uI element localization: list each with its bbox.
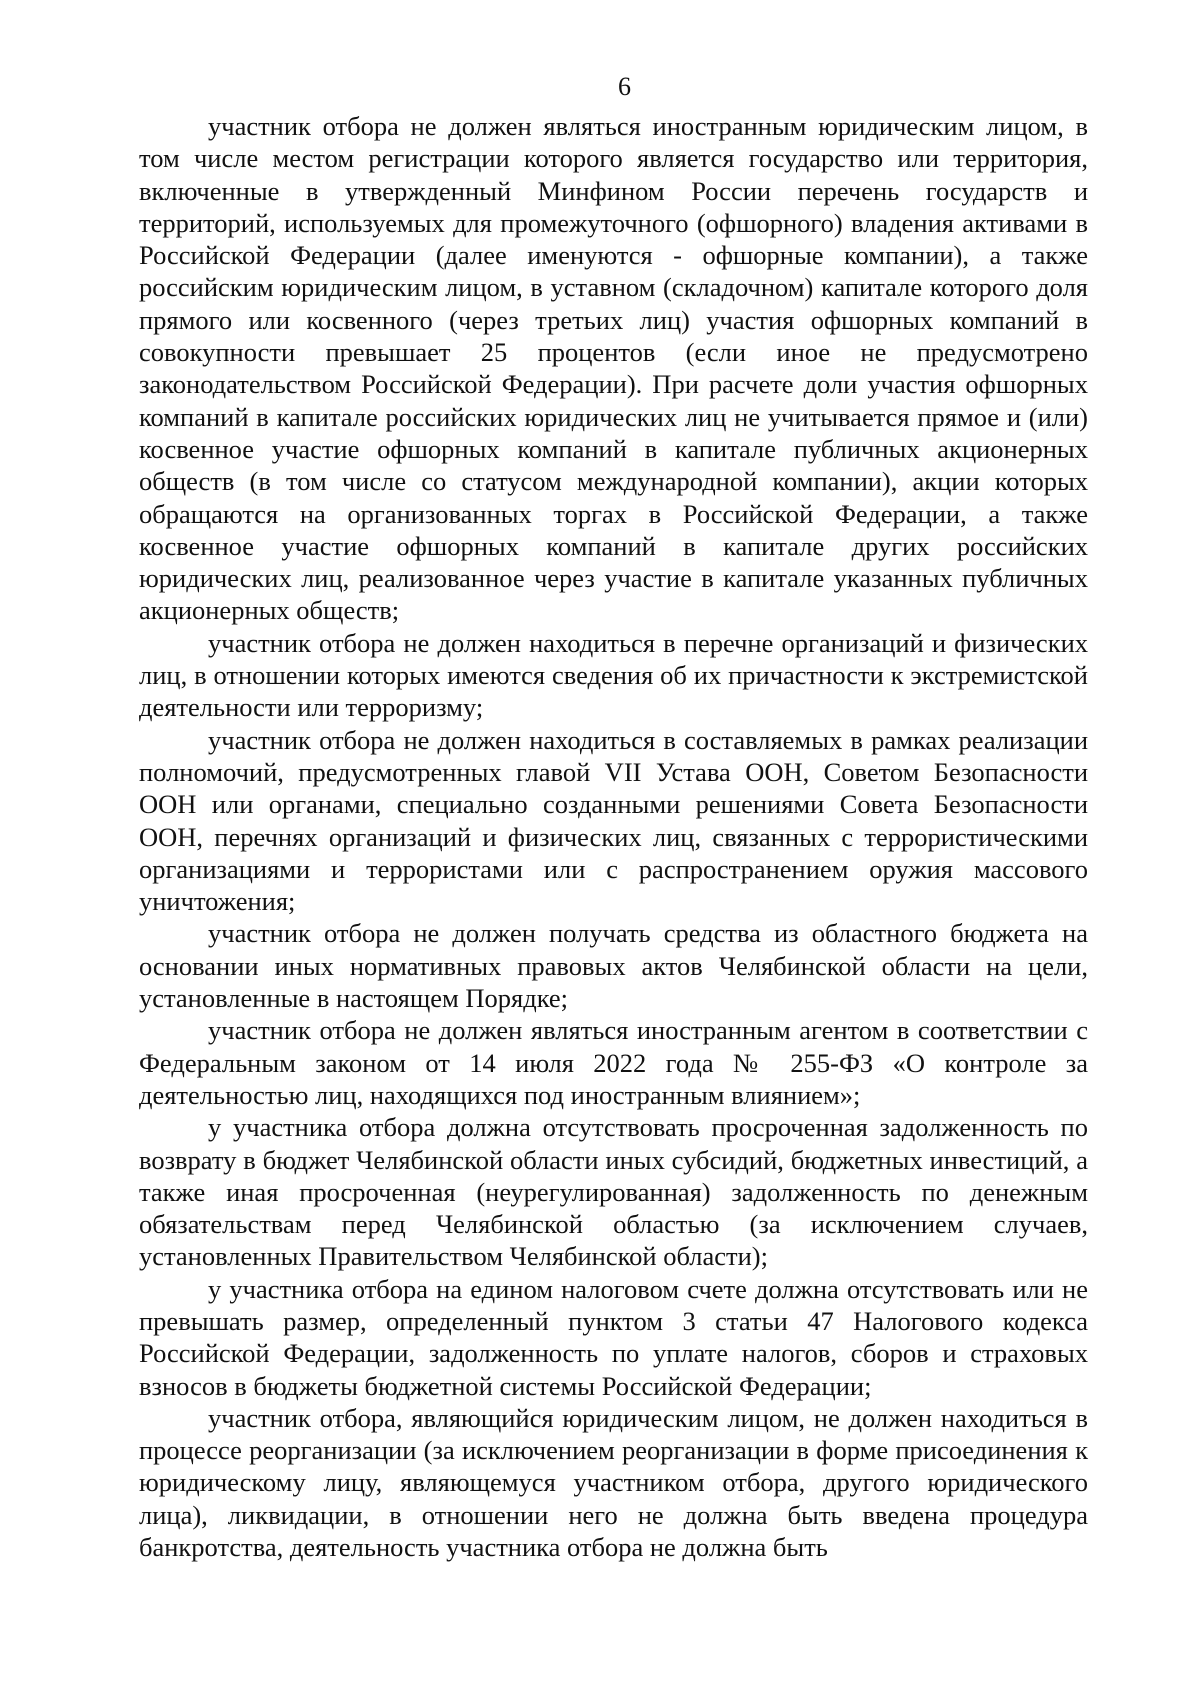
paragraph-reorganization-liquidation: участник отбора, являющийся юридическим лицом, не должен находиться в процессе реорганизации (за исключением реорганизации в форме присоединения к юридическому лицу, являющемуся участником отбора, другого юридического лица), ликвидации, в отношении него не должна быть введена процедура банкротства, деятельность участника отбора не должна быть xyxy=(139,1402,1088,1563)
paragraph-offshore-companies: участник отбора не должен являться иностранным юридическим лицом, в том числе местом регистрации которого является государство или территория, включенные в утвержденный Минфином России перечень государств и территорий, используемых для промежуточного (офшорного) владения активами в Российской Федерации (далее именуются - офшорные компании), а также российским юридическим лицом, в уставном (складочном) капитале которого доля прямого или косвенного (через третьих лиц) участия офшорных компаний в совокупности превышает 25 процентов (если иное не предусмотрено законодательством Российской Федерации). При расчете доли участия офшорных компаний в капитале российских юридических лиц не учитывается прямое и (или) косвенное участие офшорных компаний в капитале публичных акционерных обществ (в том числе со статусом международной компании), акции которых обращаются на организованных торгах в Российской Федерации, а также косвенное участие офшорных компаний в капитале других российских юридических лиц, реализованное через участие в капитале указанных публичных акционерных обществ; xyxy=(139,111,1088,626)
paragraph-foreign-agent: участник отбора не должен являться иностранным агентом в соответствии с Федеральным законом от 14 июля 2022 года № 255-ФЗ «О контроле за деятельностью лиц, находящихся под иностранным влиянием»; xyxy=(139,1015,1088,1110)
paragraph-tax-debt: у участника отбора на едином налоговом счете должна отсутствовать или не превышать размер, определенный пунктом 3 статьи 47 Налогового кодекса Российской Федерации, задолженность по уплате налогов, сборов и страховых взносов в бюджеты бюджетной системы Российской Федерации; xyxy=(139,1273,1088,1401)
page-number: 6 xyxy=(618,72,631,101)
paragraph-extremism-list: участник отбора не должен находиться в перечне организаций и физических лиц, в отношении которых имеются сведения об их причастности к экстремистской деятельности или терроризму; xyxy=(139,627,1088,723)
paragraph-regional-budget-funds: участник отбора не должен получать средства из областного бюджета на основании иных нормативных правовых актов Челябинской области на цели, установленные в настоящем Порядке; xyxy=(139,918,1088,1014)
paragraph-un-sanctions-list: участник отбора не должен находиться в составляемых в рамках реализации полномочий, предусмотренных главой VII Устава ООН, Советом Безопасности ООН или органами, специально созданными решениями Совета Безопасности ООН, перечнях организаций и физических лиц, связанных с террористическими организациями и террористами или с распространением оружия массового уничтожения; xyxy=(139,724,1088,917)
paragraph-overdue-debt: у участника отбора должна отсутствовать просроченная задолженность по возврату в бюджет Челябинской области иных субсидий, бюджетных инвестиций, а также иная просроченная (неурегулированная) задолженность по денежным обязательствам перед Челябинской областью (за исключением случаев, установленных Правительством Челябинской области); xyxy=(139,1112,1088,1272)
